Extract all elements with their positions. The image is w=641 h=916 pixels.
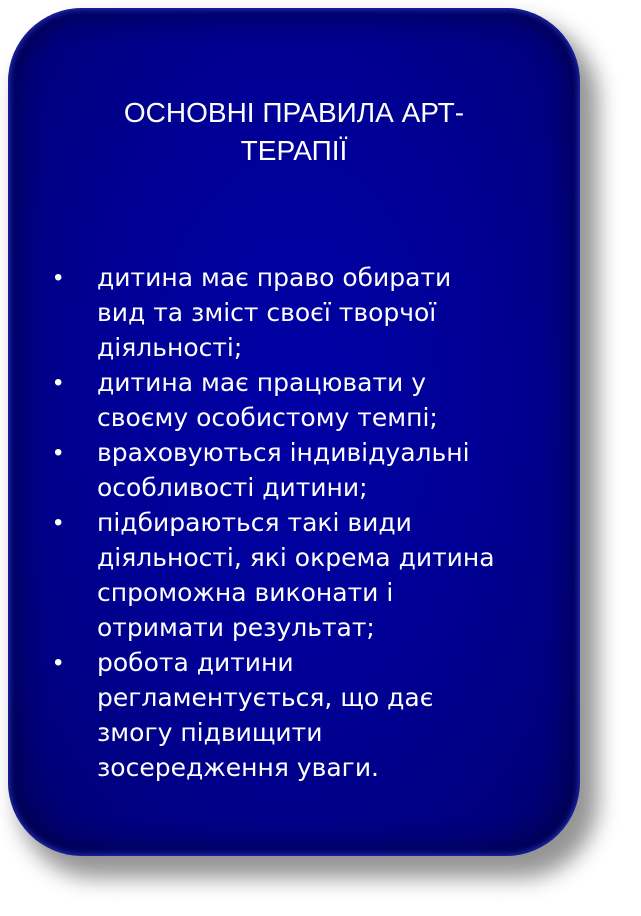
- bullet-icon: •: [54, 369, 63, 396]
- rule-text-line: робота дитини: [97, 648, 294, 677]
- rule-text-line: зосередження уваги.: [97, 753, 380, 782]
- rule-item: [8, 505, 580, 645]
- card-title-line: ОСНОВНІ ПРАВИЛА АРТ-: [123, 97, 465, 128]
- bullet-icon: •: [54, 509, 63, 536]
- rule-item: [8, 260, 580, 365]
- rule-text-line: враховуються індивідуальні: [97, 438, 470, 467]
- rule-item: [8, 435, 580, 505]
- rule-text-line: особливості дитини;: [97, 473, 368, 502]
- rule-text-line: дитина має працювати у: [97, 368, 427, 397]
- rule-text-line: діяльності, які окрема дитина: [97, 543, 495, 572]
- rule-text-line: змогу підвищити: [97, 718, 323, 747]
- rules-list: [8, 260, 580, 785]
- card-title-line: ТЕРАПІЇ: [240, 135, 348, 166]
- rule-item: [8, 365, 580, 435]
- bullet-icon: •: [54, 439, 63, 466]
- rule-text-line: вид та зміст своєї творчої: [97, 298, 437, 327]
- rule-text-line: підбираються такі види: [97, 508, 412, 537]
- card-title: [8, 94, 580, 170]
- bullet-icon: •: [54, 264, 63, 291]
- rule-item: [8, 645, 580, 785]
- rules-card: [8, 8, 580, 856]
- rule-text-line: діяльності;: [97, 333, 243, 362]
- rule-text-line: своєму особистому темпі;: [97, 403, 438, 432]
- rule-text-line: отримати результат;: [97, 613, 375, 642]
- rule-text-line: спроможна виконати і: [97, 578, 394, 607]
- rule-text-line: дитина має право обирати: [97, 263, 452, 292]
- rule-text-line: регламентується, що дає: [97, 683, 434, 712]
- bullet-icon: •: [54, 649, 63, 676]
